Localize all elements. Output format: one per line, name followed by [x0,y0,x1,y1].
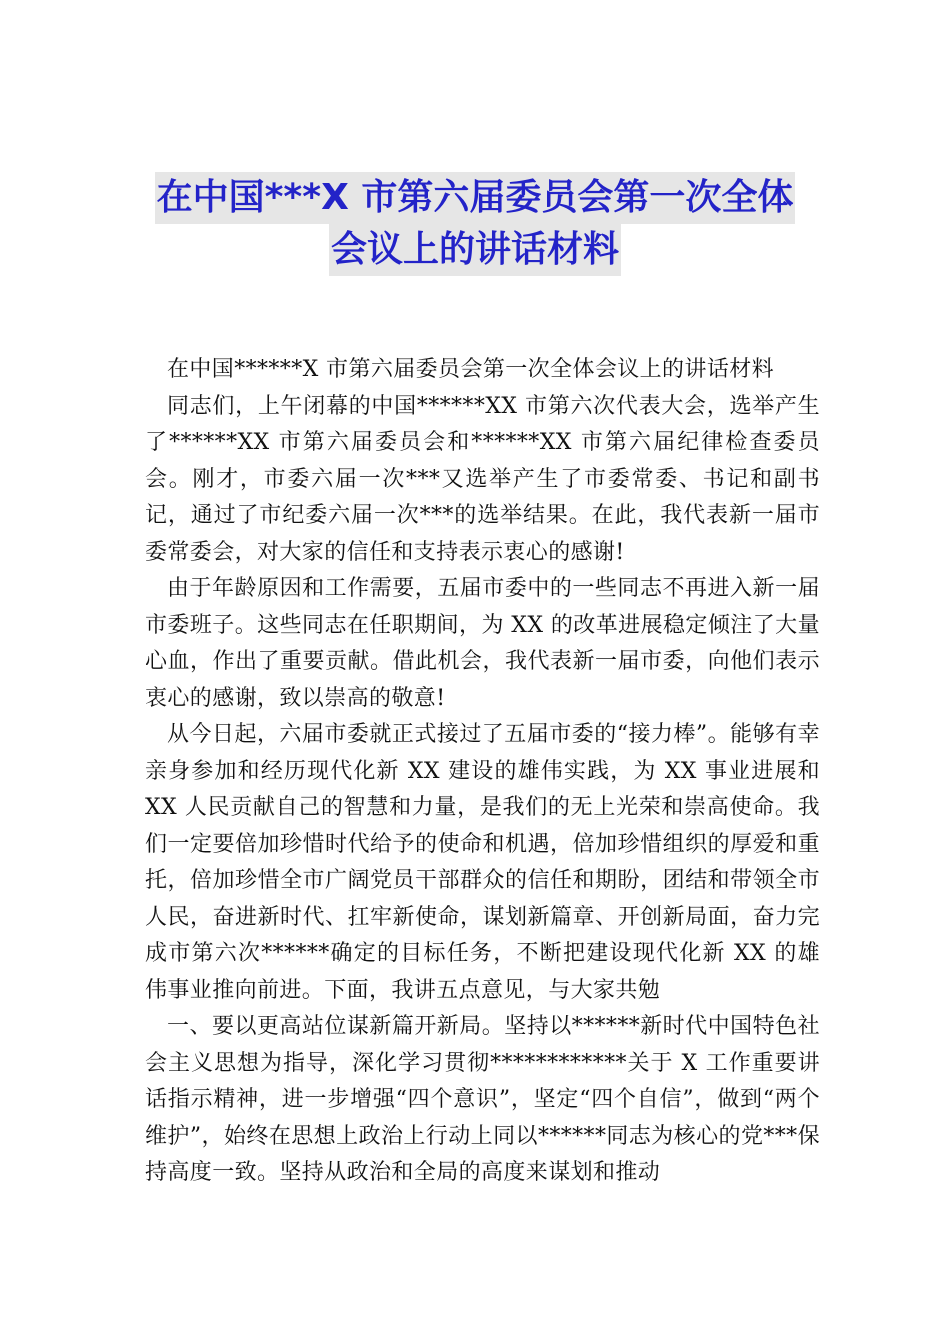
paragraph: 一、要以更高站位谋新篇开新局。坚持以******新时代中国特色社会主义思想为指导，深化学习贯彻************关于 X 工作重要讲话指示精神，进一步增强“四个意识”，坚定“四个自信”，做到“两个维护”，始终在思想上政治上行动上同以******同志为核心的党***保持高度一致。坚持从政治和全局的高度来谋划和推动 [145,1014,820,1185]
paragraph: 由于年龄原因和工作需要，五届市委中的一些同志不再进入新一届市委班子。这些同志在任职期间，为 XX 的改革进展稳定倾注了大量心血，作出了重要贡献。借此机会，我代表新一届市委，向他们表示衷心的感谢，致以崇高的敬意! [145,576,820,711]
title-line-1: 在中国***X 市第六届委员会第一次全体 [155,172,796,224]
document-title [0,172,950,276]
paragraph: 同志们，上午闭幕的中国******XX 市第六次代表大会，选举产生了******XX 市第六届委员会和******XX 市第六届纪律检查委员会。刚才，市委六届一次***又选举产生了市委常委、书记和副书记，通过了市纪委六届一次***的选举结果。在此，我代表新一届市委常委会，对大家的信任和支持表示衷心的感谢! [145,393,820,565]
title-line-2: 会议上的讲话材料 [329,224,621,276]
document-body [145,352,820,1192]
paragraph: 从今日起，六届市委就正式接过了五届市委的“接力棒”。能够有幸亲身参加和经历现代化新 XX 建设的雄伟实践，为 XX 事业进展和 XX 人民贡献自己的智慧和力量，是我们的无上光荣和崇高使命。我们一定要倍加珍惜时代给予的使命和机遇，倍加珍惜组织的厚爱和重托，倍加珍惜全市广阔党员干部群众的信任和期盼，团结和带领全市人民，奋进新时代、扛牢新使命，谋划新篇章、开创新局面，奋力完成市第六次******确定的目标任务，不断把建设现代化新 XX 的雄伟事业推向前进。下面，我讲五点意见，与大家共勉 [145,722,820,1003]
paragraph-heading: 在中国******X 市第六届委员会第一次全体会议上的讲话材料 [167,357,775,382]
